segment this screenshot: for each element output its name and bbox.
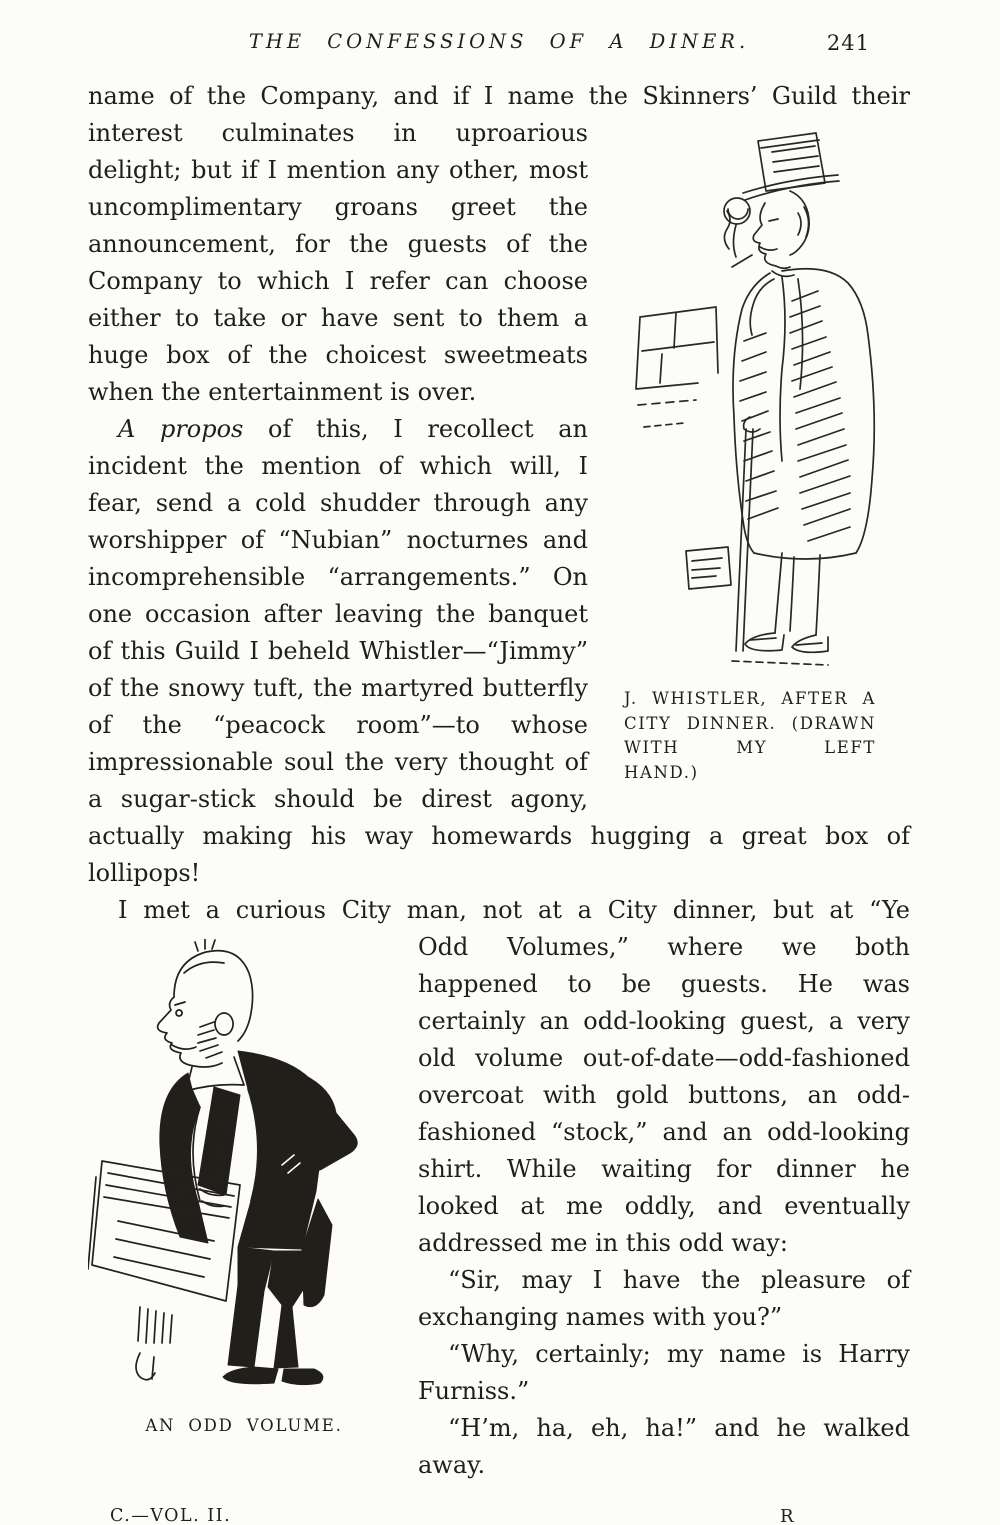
paragraph-1-lead: name of the Company, and if I name the Skinners’ Guild their xyxy=(88,82,910,110)
running-head xyxy=(88,30,910,62)
paragraph-4: “Sir, may I have the pleasure of exchanging names with you?” xyxy=(418,1266,910,1331)
paragraph-6: “H’m, ha, eh, ha!” and he walked away. xyxy=(418,1414,910,1479)
footer-signature-mark: R xyxy=(780,1506,794,1525)
page-title: THE CONFESSIONS OF A DINER. xyxy=(248,30,750,53)
paragraph-1-rest: interest culminates in uproarious delight; but if I mention any other, most uncomplimentary groans greet the announcement, for the guests of the Company to which I refer can choose either to take or have sent to them a huge box of the choicest sweetmeats when the entertainment is over. xyxy=(88,119,588,406)
whistler-caption: J. WHISTLER, AFTER A CITY DINNER. (DRAWN WITH MY LEFT HAND.) xyxy=(624,689,876,782)
odd-volume-caption: AN ODD VOLUME. xyxy=(145,1416,343,1435)
whistler-figure xyxy=(610,121,910,785)
page-number: 241 xyxy=(826,31,870,55)
paragraph-3-rest: Odd Volumes,” where we both happened to be guests. He was certainly an odd-looking guest, a very old volume out-of-date—odd-fashioned overcoat with gold buttons, an odd-fashioned “stock,” and an odd-looking shirt. While waiting for dinner he looked at me oddly, and eventually addressed me in this odd way: xyxy=(418,933,910,1257)
odd-volume-figure xyxy=(88,939,400,1444)
page-footer xyxy=(88,1484,910,1525)
odd-volume-illustration xyxy=(88,939,388,1391)
paragraph-3-lead: I met a curious City man, not at a City dinner, but at “Ye xyxy=(118,896,910,924)
paragraph-2-rest: of this, I recollect an incident the mention of which will, I fear, send a cold shudder through any worshipper of “Nubian” nocturnes and incomprehensible “arrangements.” On one occasion after leaving the banquet of this Guild I beheld Whistler—“Jimmy” of the snowy tuft, the martyred butterfly of the “peacock room”—to whose impressionable soul the very thought of a sugar-stick should be direst agony, actually making his way homewards hugging a great box of lollipops! xyxy=(88,415,910,887)
page-body xyxy=(88,78,910,1525)
footer-volume-mark: C.—VOL. II. xyxy=(110,1506,232,1525)
paragraph-5: “Why, certainly; my name is Harry Furniss.” xyxy=(418,1340,910,1405)
whistler-illustration xyxy=(632,121,910,673)
paragraph-2-italic-lead: A propos xyxy=(118,415,244,443)
